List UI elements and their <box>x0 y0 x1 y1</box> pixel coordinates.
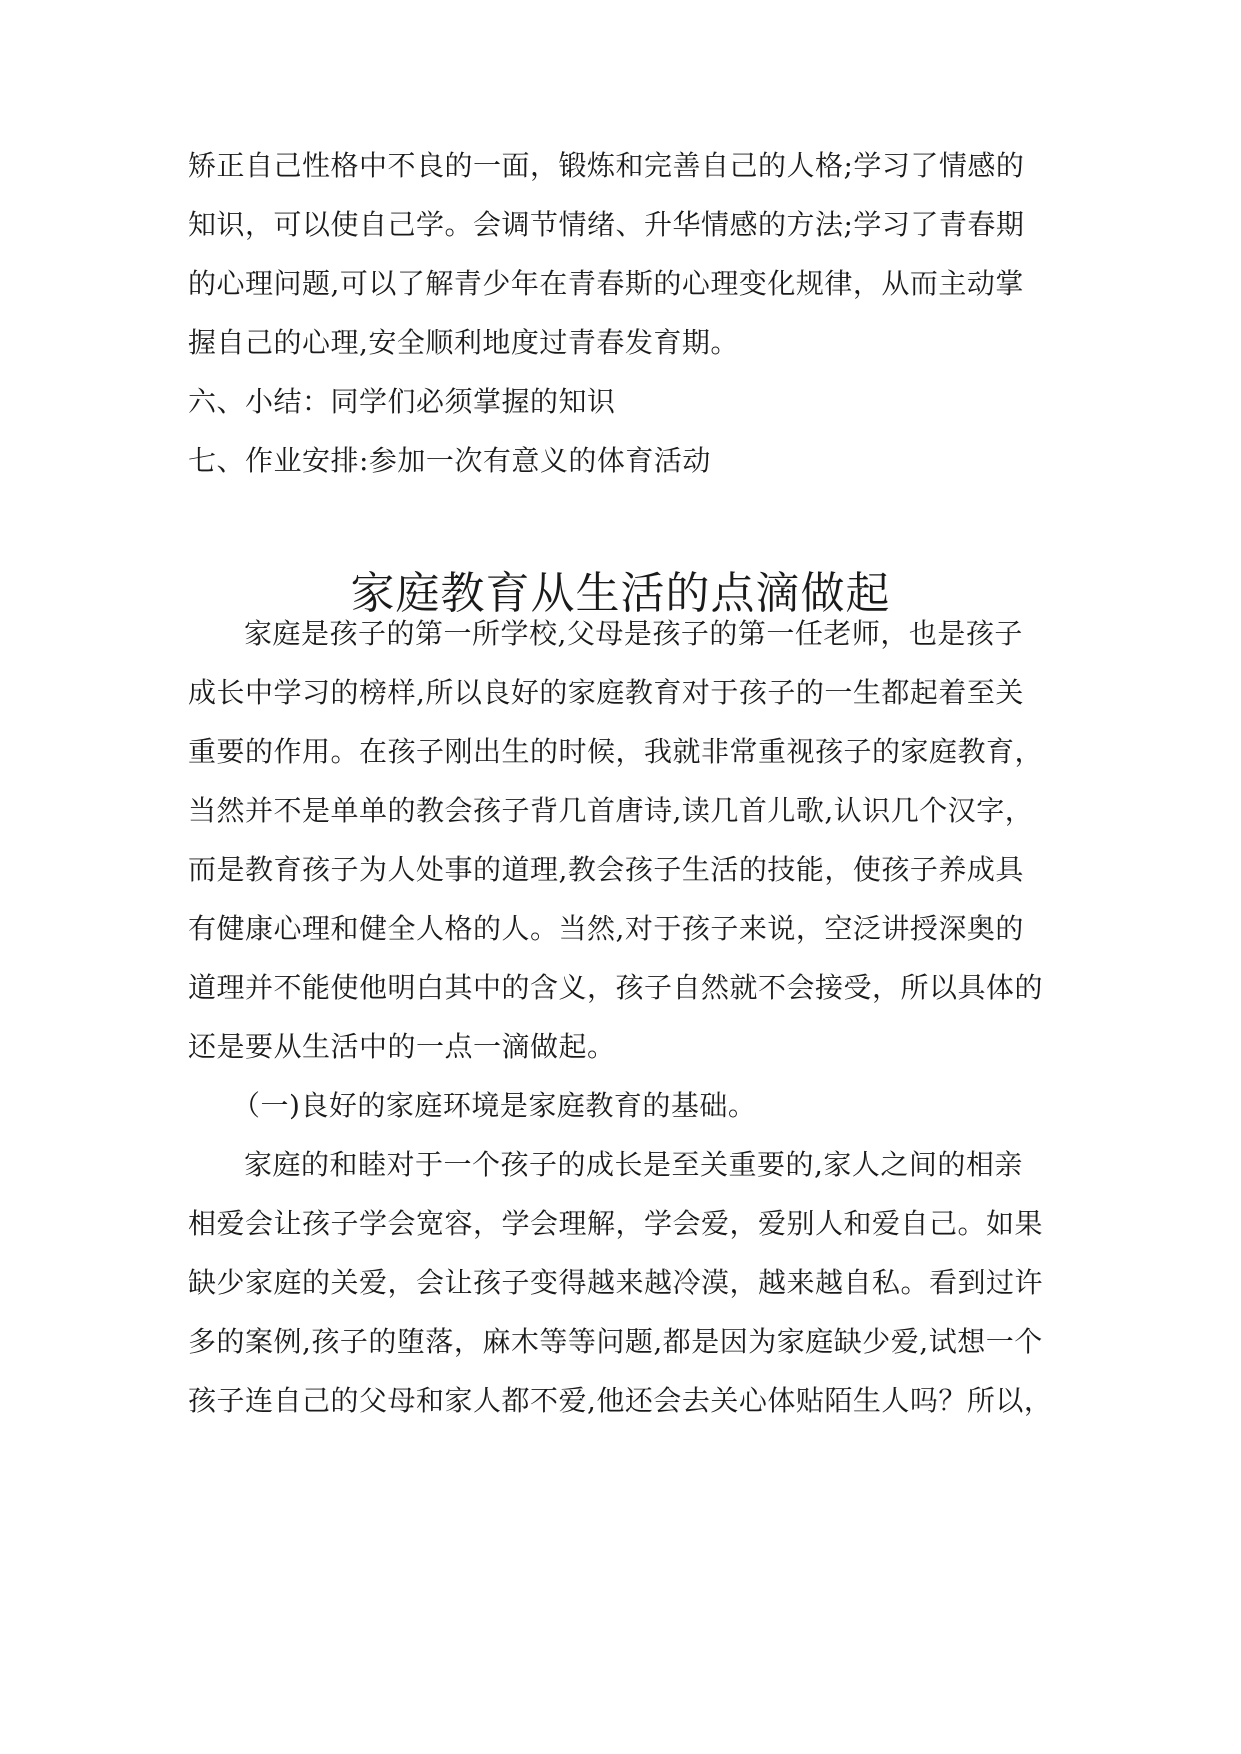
paragraph-line: 缺少家庭的关爱，会让孩子变得越来越冷漠，越来越自私。看到过许 <box>188 1266 1044 1299</box>
paragraph-line: 还是要从生活中的一点一滴做起。 <box>188 1030 616 1063</box>
homework-heading: 七、作业安排:参加一次有意义的体育活动 <box>188 444 711 477</box>
section-heading: （一)良好的家庭环境是家庭教育的基础。 <box>232 1089 757 1122</box>
text-line: 矫正自己性格中不良的一面，锻炼和完善自己的人格;学习了情感的 <box>188 149 1025 182</box>
paragraph-line: 而是教育孩子为人处事的道理,教会孩子生活的技能，使孩子养成具 <box>188 853 1024 886</box>
text-line: 知识，可以使自己学。会调节情绪、升华情感的方法;学习了青春期 <box>188 208 1025 241</box>
paragraph-line: 相爱会让孩子学会宽容，学会理解，学会爱，爱别人和爱自己。如果 <box>188 1207 1044 1240</box>
text-line: 的心理问题,可以了解青少年在青春斯的心理变化规律，从而主动掌 <box>188 267 1024 300</box>
paragraph-line: 重要的作用。在孩子刚出生的时候，我就非常重视孩子的家庭教育， <box>188 735 1044 768</box>
paragraph-line: 多的案例,孩子的堕落，麻木等等问题,都是因为家庭缺少爱,试想一个 <box>188 1325 1043 1358</box>
paragraph-line: 当然并不是单单的教会孩子背几首唐诗,读几首儿歌,认识几个汉字， <box>188 794 1034 827</box>
paragraph-line: 家庭是孩子的第一所学校,父母是孩子的第一任老师，也是孩子 <box>244 617 1023 650</box>
summary-heading: 六、小结：同学们必须掌握的知识 <box>188 385 616 418</box>
paragraph-line: 孩子连自己的父母和家人都不爱,他还会去关心体贴陌生人吗？所以， <box>188 1384 1053 1417</box>
paragraph-line: 有健康心理和健全人格的人。当然,对于孩子来说，空泛讲授深奥的 <box>188 912 1024 945</box>
article-title: 家庭教育从生活的点滴做起 <box>350 568 891 619</box>
paragraph-line: 道理并不能使他明白其中的含义，孩子自然就不会接受，所以具体的 <box>188 971 1044 1004</box>
paragraph-line: 成长中学习的榜样,所以良好的家庭教育对于孩子的一生都起着至关 <box>188 676 1024 709</box>
text-line: 握自己的心理,安全顺利地度过青春发育期。 <box>188 326 739 359</box>
paragraph-line: 家庭的和睦对于一个孩子的成长是至关重要的,家人之间的相亲 <box>244 1148 1023 1181</box>
